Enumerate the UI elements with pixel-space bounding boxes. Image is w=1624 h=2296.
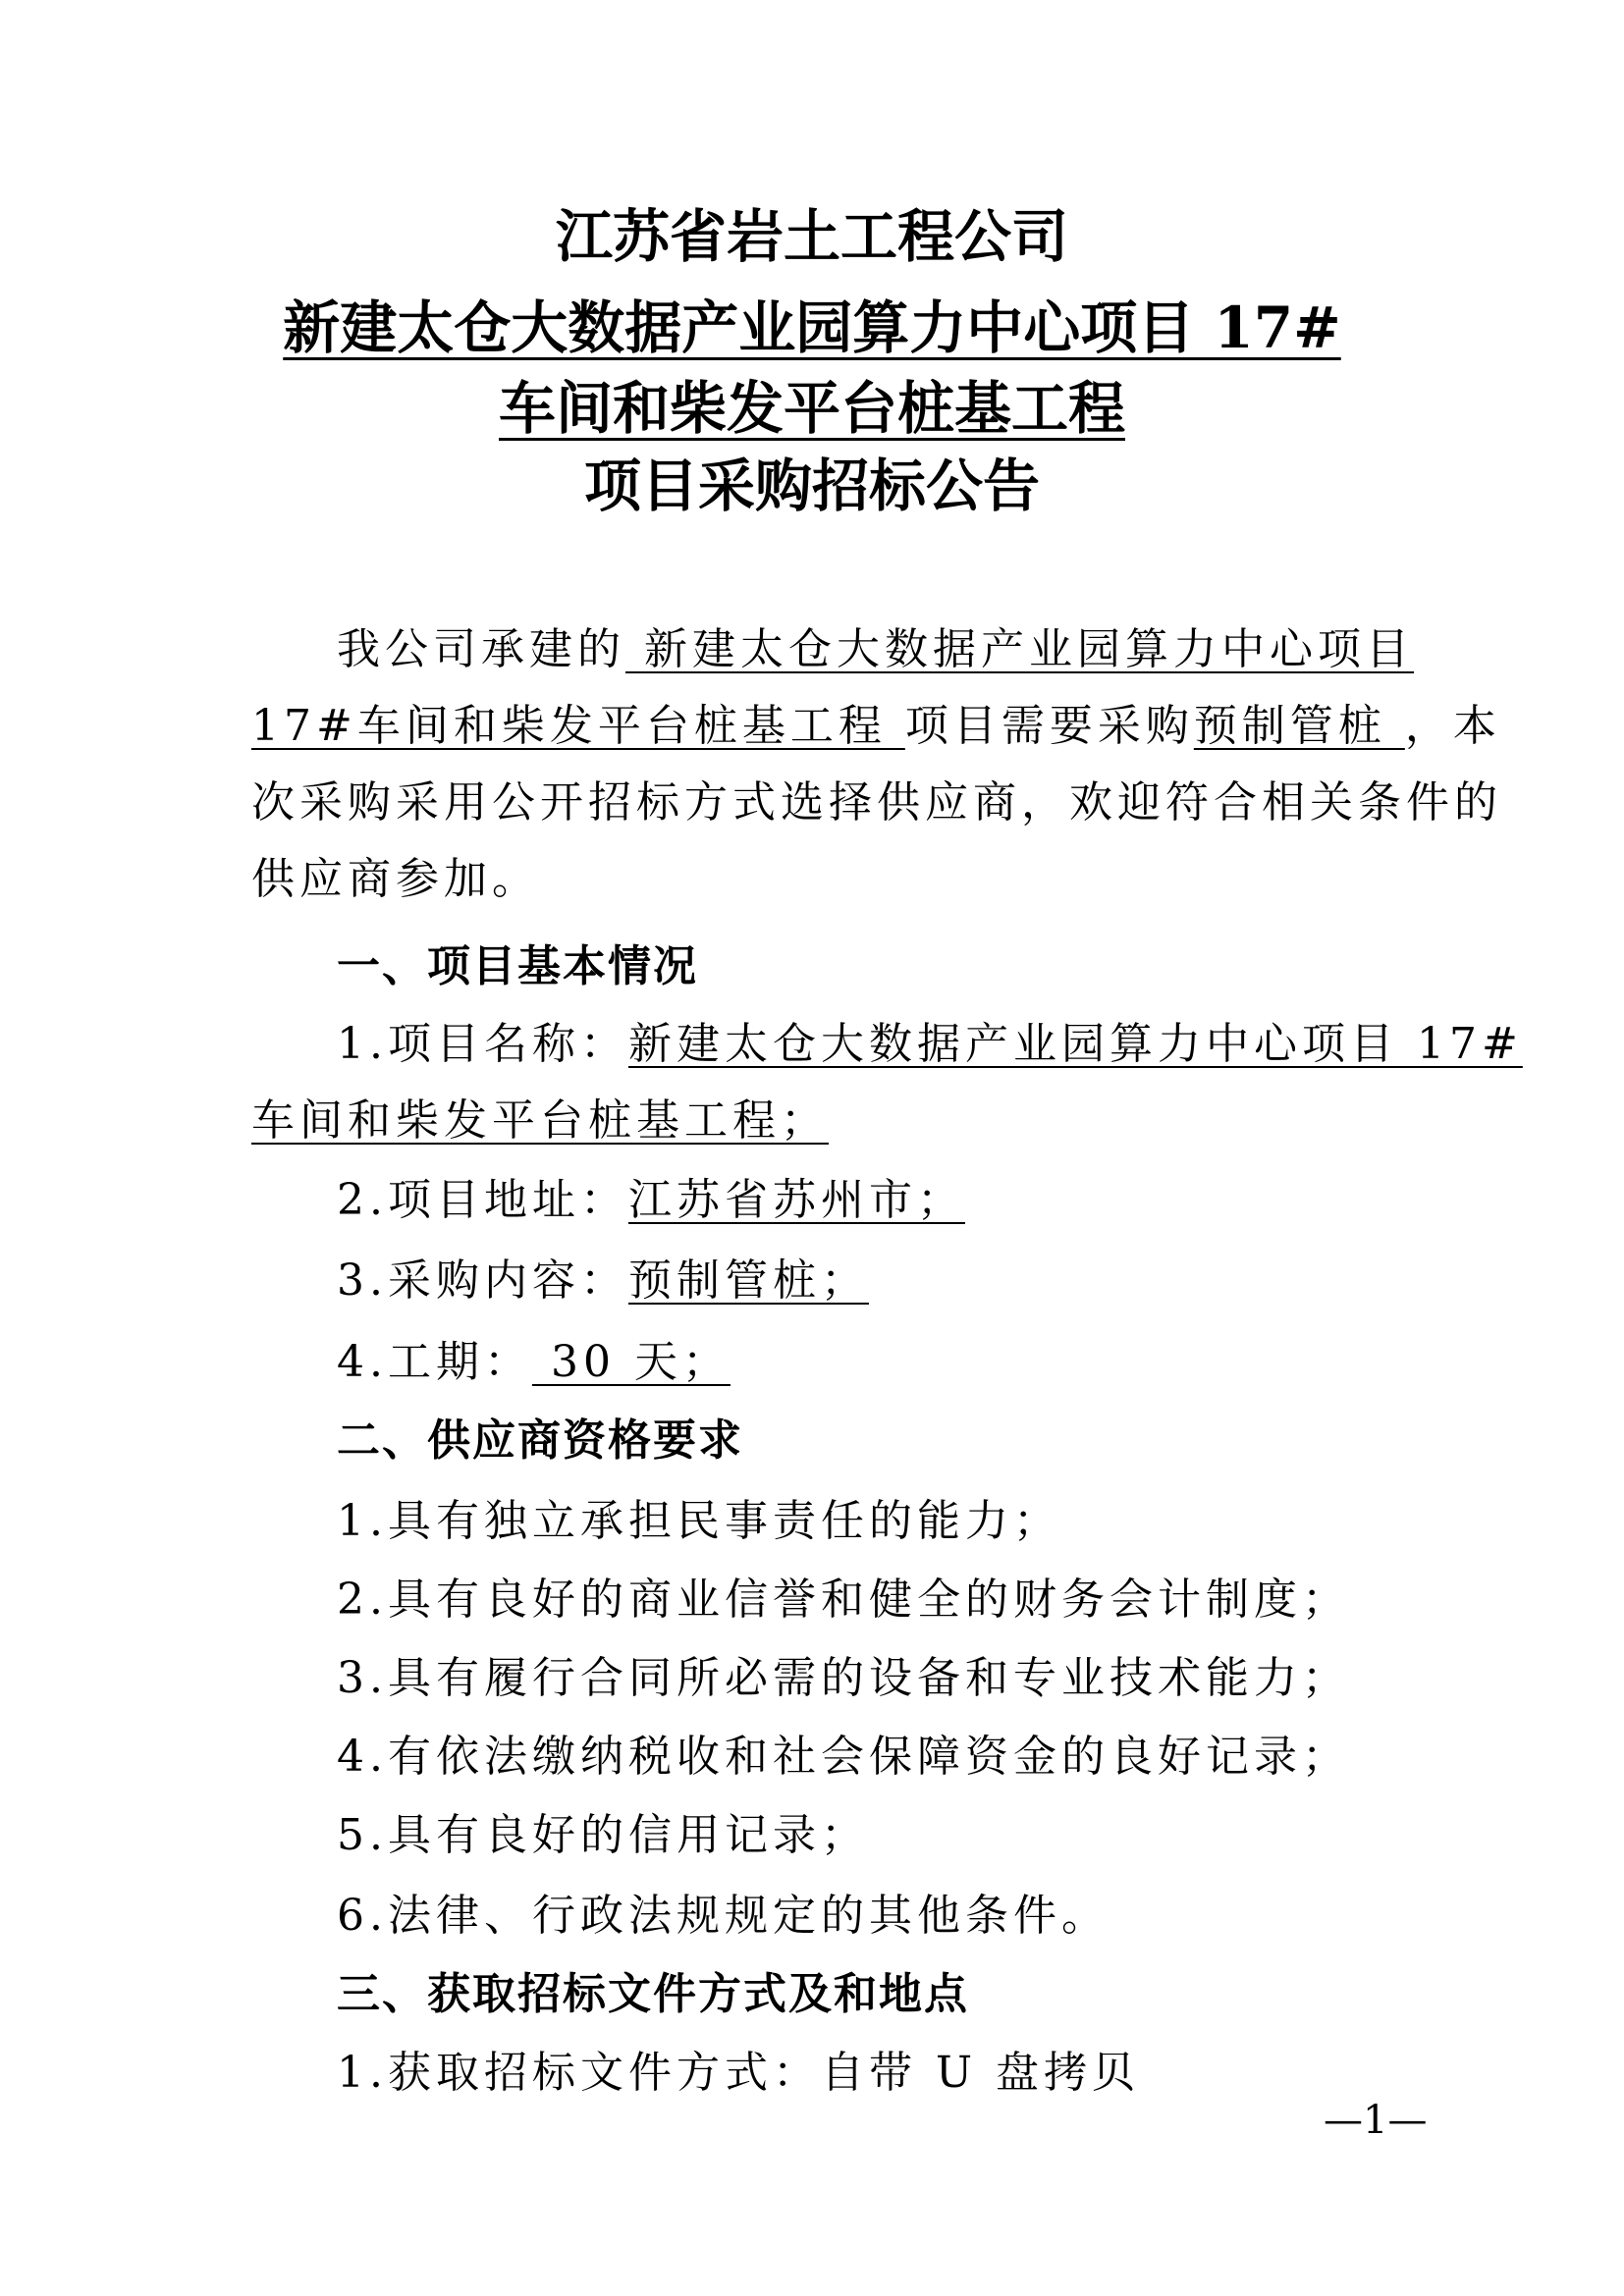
section1-item-project-name-cont: 车间和柴发平台桩基工程；	[251, 1095, 829, 1146]
title-company: 江苏省岩土工程公司	[555, 203, 1068, 270]
section1-item-address: 2.项目地址：江苏省苏州市；	[337, 1175, 965, 1225]
section2-item: 1.具有独立承担民事责任的能力；	[337, 1496, 1061, 1546]
page-number: —1—	[1324, 2098, 1428, 2143]
title-project-line1: 新建太仓大数据产业园算力中心项目 17#	[283, 294, 1341, 361]
title-announcement: 项目采购招标公告	[583, 453, 1040, 519]
section2-item: 3.具有履行合同所必需的设备和专业技术能力；	[337, 1653, 1350, 1703]
section3-heading: 三、获取招标文件方式及和地点	[337, 1969, 969, 2019]
section3-item: 1.获取招标文件方式：自带 U 盘拷贝	[337, 2048, 1141, 2098]
intro-line-2: 17#车间和柴发平台桩基工程 项目需要采购预制管桩 ，本	[251, 701, 1501, 751]
section1-item-content: 3.采购内容：预制管桩；	[337, 1255, 869, 1306]
intro-line-4: 供应商参加。	[251, 854, 540, 904]
section2-heading: 二、供应商资格要求	[337, 1415, 743, 1466]
section2-item: 2.具有良好的商业信誉和健全的财务会计制度；	[337, 1575, 1350, 1625]
intro-project-name: 新建太仓大数据产业园算力中心项目	[625, 624, 1414, 674]
section1-item-duration: 4.工期： 30 天；	[337, 1337, 731, 1387]
section1-heading: 一、项目基本情况	[337, 941, 698, 991]
section2-item: 5.具有良好的信用记录；	[337, 1810, 869, 1860]
section1-item-project-name: 1.项目名称：新建太仓大数据产业园算力中心项目 17#	[337, 1019, 1523, 1069]
title-project-line2: 车间和柴发平台桩基工程	[498, 375, 1125, 442]
section2-item: 4.有依法缴纳税收和社会保障资金的良好记录；	[337, 1732, 1350, 1782]
intro-procurement-item: 预制管桩	[1193, 701, 1405, 751]
intro-line-1: 我公司承建的 新建太仓大数据产业园算力中心项目	[337, 624, 1414, 674]
section2-item: 6.法律、行政法规规定的其他条件。	[337, 1891, 1110, 1941]
intro-line-3: 次采购采用公开招标方式选择供应商，欢迎符合相关条件的	[251, 777, 1502, 828]
intro-project-name-cont: 17#车间和柴发平台桩基工程	[251, 701, 905, 751]
